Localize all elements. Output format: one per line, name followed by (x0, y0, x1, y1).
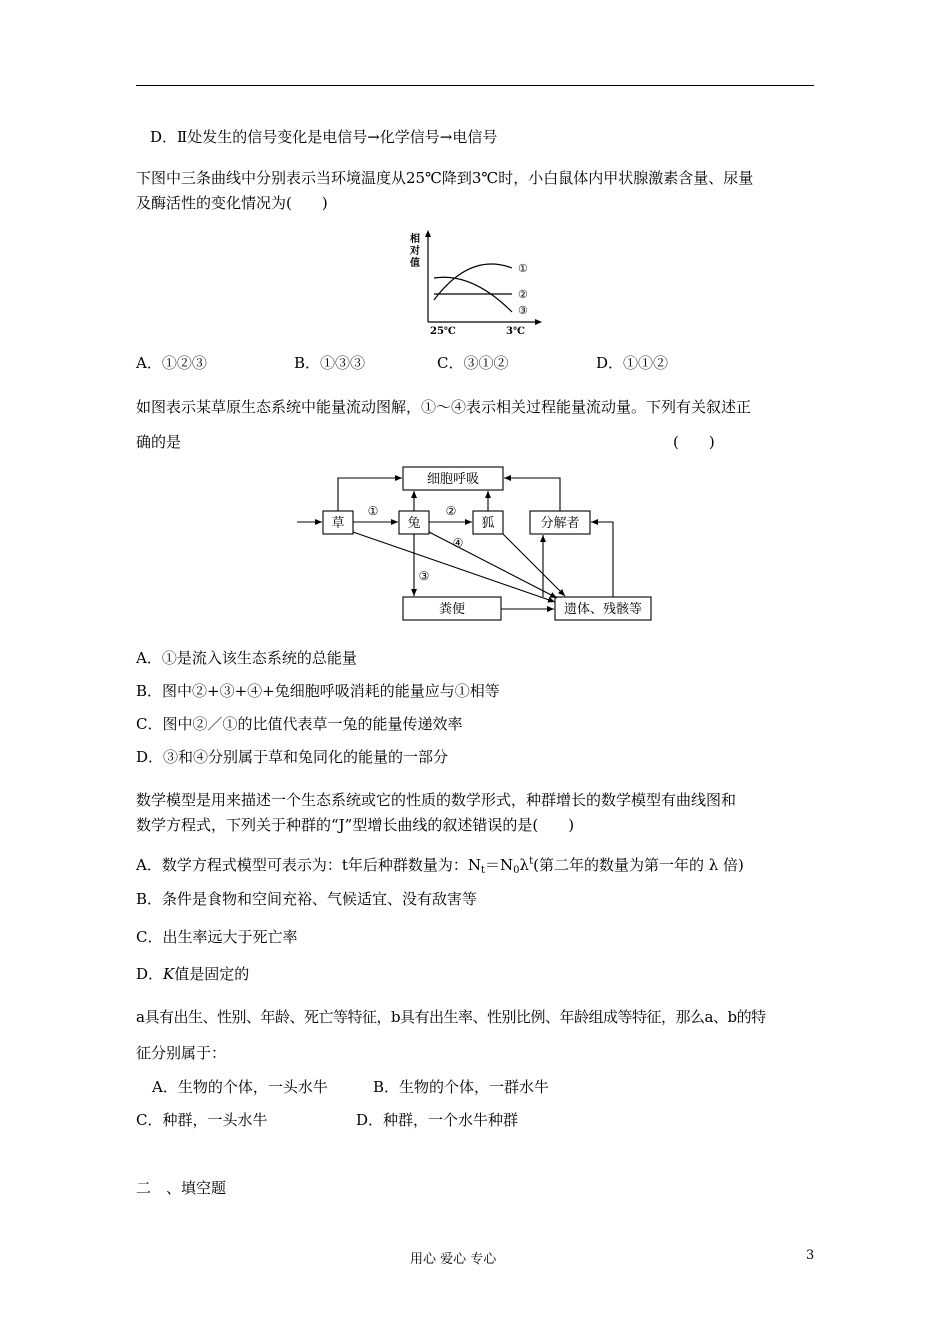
q2-option-a: A．①是流入该生态系统的总能量 (136, 649, 357, 667)
q3-d-pre: D． (136, 965, 164, 983)
q1-ylabel-3: 值 (410, 258, 420, 269)
q3-a-sub-t: t (481, 865, 486, 876)
q1-ylabel-1: 相 (410, 234, 420, 245)
q1-curve-1 (434, 264, 512, 300)
q1-option-d: D．①①② (596, 354, 669, 372)
header-rule (136, 85, 814, 86)
q1-xlabel-start: 25℃ (430, 326, 456, 337)
q3-a-sub-0: 0 (513, 865, 520, 876)
q4-option-a: A．生物的个体，一头水牛 (152, 1078, 328, 1096)
q1-curve-3 (434, 277, 512, 312)
footer-motto: 用心 爱心 专心 (410, 1252, 497, 1267)
node-feces: 粪便 (438, 602, 466, 617)
q3-d-post: 值是固定的 (174, 965, 250, 983)
q2-option-d: D．③和④分别属于草和兔同化的能量的一部分 (136, 748, 449, 766)
q3-a-pre: A．数学方程式模型可表示为：t年后种群数量为：N (136, 856, 481, 874)
q4-option-d: D．种群，一个水牛种群 (356, 1111, 519, 1129)
node-rabbit: 兔 (407, 516, 421, 531)
q1-stem-line1: 下图中三条曲线中分别表示当环境温度从25℃降到3℃时，小白鼠体内甲状腺激素含量、尿量 (136, 169, 754, 187)
q2-option-b: B．图中②+③+④+兔细胞呼吸消耗的能量应与①相等 (136, 682, 500, 700)
q3-d-k: K (163, 965, 175, 983)
q1-figure (400, 228, 550, 340)
node-fox: 狐 (481, 516, 495, 531)
q2-energy-flow-diagram (295, 462, 665, 627)
node-grass: 草 (331, 516, 345, 531)
q1-ylabel-2: 对 (410, 246, 420, 257)
q3-option-c: C．出生率远大于死亡率 (136, 928, 298, 946)
q3-a-mid: ＝N (485, 856, 514, 874)
page-number: 3 (806, 1248, 815, 1263)
flow-label-4: ④ (452, 536, 464, 550)
q1-xlabel-end: 3℃ (506, 326, 525, 337)
flow-label-3: ③ (418, 569, 430, 583)
q1-option-c: C．③①② (437, 354, 509, 372)
q1-option-a: A．①②③ (136, 354, 207, 372)
q2-stem-line2: 确的是 (136, 433, 182, 451)
flow-label-1: ① (367, 504, 379, 518)
q4-option-b: B．生物的个体，一群水牛 (373, 1078, 550, 1096)
q3-stem-line2: 数学方程式，下列关于种群的“J”型增长曲线的叙述错误的是( ) (136, 816, 575, 834)
q3-option-b: B．条件是食物和空间充裕、气候适宜、没有敌害等 (136, 890, 478, 908)
prev-option-d: D．Ⅱ处发生的信号变化是电信号→化学信号→电信号 (150, 128, 498, 146)
node-remains: 遗体、残骸等 (563, 602, 643, 617)
q3-option-a (136, 852, 744, 881)
q3-a-sup-t: t (529, 856, 534, 867)
q3-a-lambda: λ (519, 856, 530, 874)
node-respiration: 细胞呼吸 (426, 472, 480, 487)
q1-label-3: ③ (518, 304, 528, 317)
q1-label-2: ② (518, 288, 528, 301)
q3-a-post: (第二年的数量为第一年的 λ 倍) (533, 856, 744, 874)
q3-option-d (136, 964, 249, 984)
q4-stem-line1: a具有出生、性别、年龄、死亡等特征，b具有出生率、性别比例、年龄组成等特征，那么a、b的特 (136, 1008, 766, 1026)
q1-stem-line2: 及酶活性的变化情况为( ) (136, 194, 328, 212)
q2-stem-line1: 如图表示某草原生态系统中能量流动图解，①～④表示相关过程能量流动量。下列有关叙述正 (136, 398, 752, 416)
q3-stem-line1: 数学模型是用来描述一个生态系统或它的性质的数学形式，种群增长的数学模型有曲线图和 (136, 791, 737, 809)
q1-label-1: ① (518, 262, 528, 275)
q2-option-c: C．图中②／①的比值代表草一兔的能量传递效率 (136, 715, 463, 733)
section-heading-fill-in: 二 、填空题 (136, 1179, 227, 1197)
flow-label-2: ② (445, 504, 457, 518)
q4-stem-line2: 征分别属于： (136, 1044, 227, 1062)
node-decomposer: 分解者 (540, 516, 580, 531)
q2-answer-paren: ( ) (673, 433, 715, 451)
q4-option-c: C．种群，一头水牛 (136, 1111, 268, 1129)
q1-option-b: B．①③③ (294, 354, 366, 372)
